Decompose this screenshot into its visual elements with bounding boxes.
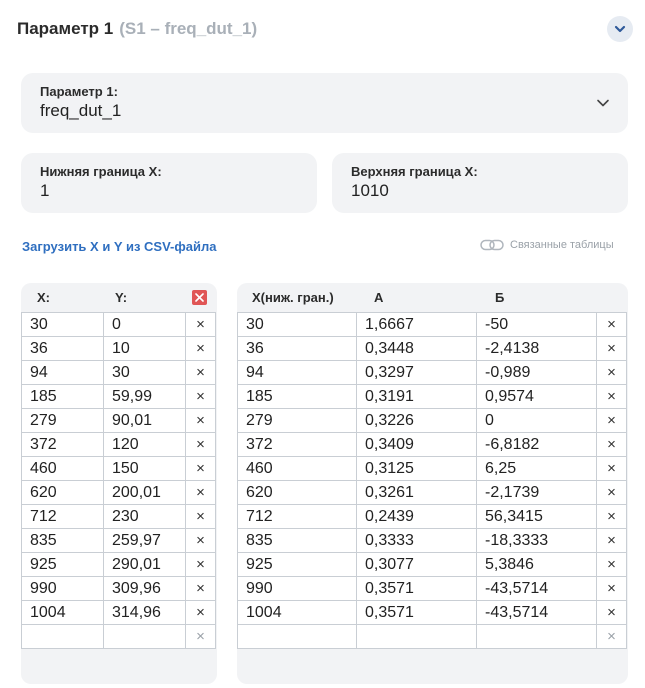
table-cell[interactable]: 835	[238, 529, 357, 553]
table-cell[interactable]: 925	[22, 553, 104, 577]
table-cell[interactable]: 460	[238, 457, 357, 481]
delete-row-button[interactable]: ×	[186, 433, 216, 457]
delete-row-button[interactable]: ×	[186, 529, 216, 553]
table-cell[interactable]: 1004	[22, 601, 104, 625]
lower-bound-field[interactable]	[21, 153, 317, 213]
xy-table-body	[21, 312, 216, 649]
delete-row-button[interactable]: ×	[597, 553, 627, 577]
table-cell[interactable]: 712	[238, 505, 357, 529]
delete-row-button[interactable]: ×	[597, 385, 627, 409]
table-cell[interactable]: 0,3191	[357, 385, 477, 409]
delete-row-button[interactable]: ×	[597, 409, 627, 433]
table-cell[interactable]	[238, 625, 357, 649]
xy-table-grid	[21, 312, 216, 649]
delete-row-button[interactable]: ×	[597, 433, 627, 457]
coefficients-table	[237, 283, 628, 684]
table-cell[interactable]: 59,99	[104, 385, 186, 409]
lower-bound-value: 1	[40, 181, 50, 200]
table-row	[22, 553, 216, 577]
table-cell[interactable]: 0,3297	[357, 361, 477, 385]
table-cell[interactable]: 990	[22, 577, 104, 601]
parameter-value: freq_dut_1	[40, 101, 122, 120]
table-cell[interactable]: 0,3077	[357, 553, 477, 577]
table-cell[interactable]: 0,3571	[357, 577, 477, 601]
table-row	[22, 601, 216, 625]
upper-bound-field[interactable]	[332, 153, 628, 213]
table-cell[interactable]: 0,3226	[357, 409, 477, 433]
chevron-down-icon	[596, 96, 610, 110]
table-row	[238, 433, 627, 457]
collapse-button[interactable]	[607, 16, 633, 42]
table-row	[22, 337, 216, 361]
table-cell[interactable]: 90,01	[104, 409, 186, 433]
column-header-x-lower: X(ниж. гран.)	[252, 290, 334, 305]
delete-row-button[interactable]: ×	[597, 337, 627, 361]
xy-table	[21, 283, 217, 684]
linked-tables-toggle[interactable]	[480, 239, 614, 251]
table-cell[interactable]: 712	[22, 505, 104, 529]
table-cell[interactable]: 150	[104, 457, 186, 481]
lower-bound-label: Нижняя граница X:	[40, 164, 162, 179]
table-cell[interactable]: 56,3415	[477, 505, 597, 529]
table-cell[interactable]: 0,9574	[477, 385, 597, 409]
table-cell[interactable]: -2,4138	[477, 337, 597, 361]
delete-row-button[interactable]: ×	[186, 577, 216, 601]
table-cell[interactable]: 925	[238, 553, 357, 577]
table-cell[interactable]: 10	[104, 337, 186, 361]
table-cell[interactable]: 0,3571	[357, 601, 477, 625]
coefficients-table-grid	[237, 312, 627, 649]
table-cell[interactable]: 1,6667	[357, 313, 477, 337]
table-cell[interactable]: 6,25	[477, 457, 597, 481]
table-cell[interactable]: -2,1739	[477, 481, 597, 505]
table-row	[238, 313, 627, 337]
delete-row-button[interactable]: ×	[186, 481, 216, 505]
chevron-down-icon	[613, 22, 627, 36]
delete-row-button[interactable]: ×	[186, 409, 216, 433]
table-cell[interactable]: 30	[104, 361, 186, 385]
table-cell[interactable]: 835	[22, 529, 104, 553]
table-row	[238, 601, 627, 625]
table-cell[interactable]: 460	[22, 457, 104, 481]
table-row	[22, 481, 216, 505]
table-cell[interactable]: -43,5714	[477, 601, 597, 625]
table-cell[interactable]: -50	[477, 313, 597, 337]
table-cell[interactable]: -0,989	[477, 361, 597, 385]
column-header-y: Y:	[115, 290, 128, 305]
table-cell[interactable]: 0,3448	[357, 337, 477, 361]
table-cell[interactable]: 30	[238, 313, 357, 337]
table-cell[interactable]: 0,3125	[357, 457, 477, 481]
table-cell[interactable]: 279	[238, 409, 357, 433]
table-row	[22, 577, 216, 601]
table-row	[22, 457, 216, 481]
table-cell[interactable]: 94	[238, 361, 357, 385]
table-cell[interactable]	[104, 625, 186, 649]
table-cell[interactable]: 0	[477, 409, 597, 433]
table-cell[interactable]	[357, 625, 477, 649]
table-cell[interactable]: 372	[22, 433, 104, 457]
table-cell[interactable]: 620	[238, 481, 357, 505]
table-row	[238, 385, 627, 409]
table-cell[interactable]: 120	[104, 433, 186, 457]
panel-title: Параметр 1	[17, 19, 114, 38]
table-cell[interactable]: 990	[238, 577, 357, 601]
table-row	[238, 457, 627, 481]
delete-row-button[interactable]: ×	[186, 625, 216, 649]
load-csv-link[interactable]: Загрузить X и Y из CSV-файла	[22, 239, 217, 254]
delete-row-button[interactable]: ×	[186, 457, 216, 481]
table-row	[22, 313, 216, 337]
table-cell[interactable]: 36	[238, 337, 357, 361]
delete-row-button[interactable]: ×	[597, 457, 627, 481]
table-cell[interactable]: 5,3846	[477, 553, 597, 577]
table-row	[238, 577, 627, 601]
close-icon	[195, 293, 204, 302]
table-cell[interactable]: -43,5714	[477, 577, 597, 601]
table-cell[interactable]: 185	[22, 385, 104, 409]
delete-row-button[interactable]: ×	[597, 601, 627, 625]
table-cell[interactable]: 1004	[238, 601, 357, 625]
delete-row-button[interactable]: ×	[597, 577, 627, 601]
link-icon	[480, 239, 504, 251]
table-row	[22, 385, 216, 409]
delete-row-button[interactable]: ×	[186, 505, 216, 529]
table-row	[238, 337, 627, 361]
panel-header	[17, 16, 257, 42]
table-row	[238, 505, 627, 529]
table-cell[interactable]: 200,01	[104, 481, 186, 505]
table-row	[238, 409, 627, 433]
table-cell[interactable]: 309,96	[104, 577, 186, 601]
parameter-label: Параметр 1:	[40, 84, 118, 99]
table-cell[interactable]: 30	[22, 313, 104, 337]
upper-bound-value: 1010	[351, 181, 389, 200]
coefficients-table-body	[237, 312, 627, 649]
xy-table-header	[21, 283, 217, 312]
table-row	[22, 433, 216, 457]
table-row	[238, 481, 627, 505]
table-row	[22, 529, 216, 553]
table-cell[interactable]: 0,3261	[357, 481, 477, 505]
table-cell[interactable]: 0,2439	[357, 505, 477, 529]
table-row	[238, 361, 627, 385]
table-row	[22, 505, 216, 529]
table-cell[interactable]: 259,97	[104, 529, 186, 553]
table-cell[interactable]	[477, 625, 597, 649]
table-row	[238, 529, 627, 553]
table-cell[interactable]: 372	[238, 433, 357, 457]
table-cell[interactable]: 0,3409	[357, 433, 477, 457]
table-cell[interactable]: 290,01	[104, 553, 186, 577]
coefficients-table-header	[237, 283, 628, 312]
delete-row-button[interactable]: ×	[597, 625, 627, 649]
table-cell[interactable]: 185	[238, 385, 357, 409]
table-row	[22, 361, 216, 385]
table-cell[interactable]: 0,3333	[357, 529, 477, 553]
table-cell[interactable]: 314,96	[104, 601, 186, 625]
parameter-select[interactable]	[21, 73, 628, 133]
table-cell[interactable]: 94	[22, 361, 104, 385]
table-cell[interactable]: 230	[104, 505, 186, 529]
table-cell[interactable]: 279	[22, 409, 104, 433]
column-header-b: Б	[495, 290, 505, 305]
delete-row-button[interactable]: ×	[597, 361, 627, 385]
delete-row-button[interactable]: ×	[597, 313, 627, 337]
delete-row-button[interactable]: ×	[186, 385, 216, 409]
table-row	[22, 409, 216, 433]
delete-row-button[interactable]: ×	[186, 313, 216, 337]
clear-table-button[interactable]	[192, 290, 207, 305]
table-cell[interactable]: -6,8182	[477, 433, 597, 457]
delete-row-button[interactable]: ×	[597, 505, 627, 529]
upper-bound-label: Верхняя граница X:	[351, 164, 478, 179]
delete-row-button[interactable]: ×	[186, 361, 216, 385]
delete-row-button[interactable]: ×	[597, 481, 627, 505]
table-row	[22, 625, 216, 649]
table-cell[interactable]	[22, 625, 104, 649]
table-cell[interactable]: 620	[22, 481, 104, 505]
table-cell[interactable]: 0	[104, 313, 186, 337]
delete-row-button[interactable]: ×	[186, 337, 216, 361]
table-row	[238, 625, 627, 649]
column-header-x: X:	[37, 290, 50, 305]
table-cell[interactable]: 36	[22, 337, 104, 361]
delete-row-button[interactable]: ×	[186, 601, 216, 625]
table-cell[interactable]: -18,3333	[477, 529, 597, 553]
panel-subtitle: (S1 – freq_dut_1)	[119, 19, 258, 38]
table-row	[238, 553, 627, 577]
delete-row-button[interactable]: ×	[597, 529, 627, 553]
delete-row-button[interactable]: ×	[186, 553, 216, 577]
linked-tables-label: Связанные таблицы	[510, 239, 614, 251]
column-header-a: А	[374, 290, 384, 305]
